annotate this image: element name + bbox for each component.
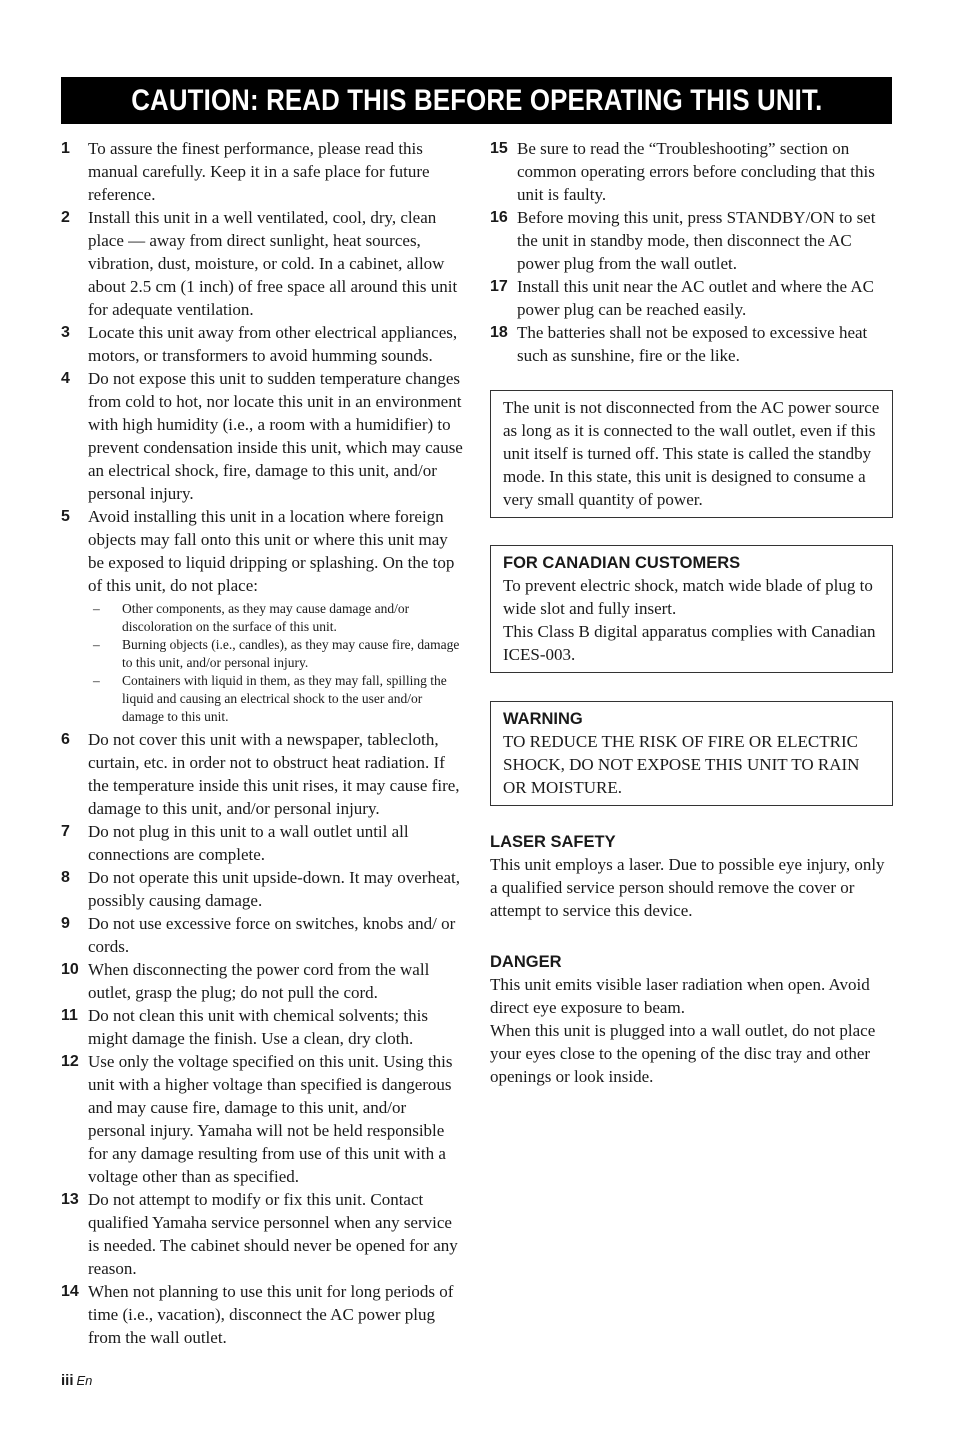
sub-item-text: Burning objects (i.e., candles), as they may cause fire, damage to this unit, and/or personal injury. <box>122 637 460 670</box>
warning-text: TO REDUCE THE RISK OF FIRE OR ELECTRIC SHOCK, DO NOT EXPOSE THIS UNIT TO RAIN OR MOISTURE. <box>503 732 860 797</box>
item-number: 1 <box>61 140 70 157</box>
danger-text-exposure: This unit emits visible laser radiation when open. Avoid direct eye exposure to beam. <box>490 975 870 1017</box>
laser-safety-heading: LASER SAFETY <box>490 833 616 851</box>
list-item <box>61 206 463 321</box>
page-title: CAUTION: READ THIS BEFORE OPERATING THIS UNIT. <box>130 83 823 117</box>
list-item <box>61 958 463 1004</box>
item-number: 2 <box>61 209 70 226</box>
canadian-customers-box <box>490 545 893 673</box>
item-number: 15 <box>490 140 508 157</box>
list-item <box>61 367 463 505</box>
list-item <box>61 866 463 912</box>
item-number: 16 <box>490 209 508 226</box>
sub-list <box>88 600 463 726</box>
language-label: En <box>76 1373 93 1388</box>
item-body <box>88 505 463 728</box>
list-item <box>61 1188 463 1280</box>
sub-item-text: Containers with liquid in them, as they may fall, spilling the liquid and causing an electrical shock to the user and/or damage to this unit. <box>122 673 447 724</box>
item-text: Avoid installing this unit in a location where foreign objects may fall onto this unit or where this unit may be exposed to liquid dripping or splashing. On the top of this unit, do not place: <box>88 507 455 595</box>
item-number: 13 <box>61 1191 79 1208</box>
item-text: Locate this unit away from other electrical appliances, motors, or transformers to avoid humming sounds. <box>88 323 458 365</box>
danger-heading: DANGER <box>490 953 562 971</box>
item-number: 4 <box>61 370 70 387</box>
list-item <box>61 912 463 958</box>
item-text: Do not plug in this unit to a wall outlet until all connections are complete. <box>88 822 409 864</box>
item-number: 12 <box>61 1053 79 1070</box>
sub-list-item <box>88 636 463 672</box>
list-item <box>490 137 894 206</box>
item-text: Be sure to read the “Troubleshooting” section on common operating errors before concluding that this unit is faulty. <box>517 139 875 204</box>
item-text: When not planning to use this unit for long periods of time (i.e., vacation), disconnect the AC power plug from the wall outlet. <box>88 1282 454 1347</box>
dash-bullet: – <box>93 673 100 688</box>
list-item <box>61 1004 463 1050</box>
caution-banner <box>61 77 892 124</box>
item-number: 6 <box>61 731 70 748</box>
item-number: 14 <box>61 1283 79 1300</box>
list-item <box>61 820 463 866</box>
item-number: 7 <box>61 823 70 840</box>
sub-list-item <box>88 600 463 636</box>
item-text: Do not operate this unit upside-down. It may overheat, possibly causing damage. <box>88 868 461 910</box>
dash-bullet: – <box>93 637 100 652</box>
item-number: 9 <box>61 915 70 932</box>
sub-item-text: Other components, as they may cause damage and/or discoloration on the surface of this unit. <box>122 601 410 634</box>
item-number: 10 <box>61 961 79 978</box>
standby-notice-box <box>490 390 893 518</box>
left-column <box>61 137 463 1349</box>
list-item <box>490 321 894 367</box>
danger-section <box>490 951 894 1088</box>
item-text: Do not attempt to modify or fix this unit. Contact qualified Yamaha service personnel when any service is needed. The cabinet should never be opened for any reason. <box>88 1190 458 1278</box>
item-text: Use only the voltage specified on this unit. Using this unit with a higher voltage than specified is dangerous and may cause fire, damage to this unit, and/or personal injury. Yamaha will not be held responsible for any damage resulting from use of this unit with a voltage other than as specified. <box>88 1052 453 1186</box>
item-text: When disconnecting the power cord from the wall outlet, grasp the plug; do not pull the cord. <box>88 960 430 1002</box>
item-number: 18 <box>490 324 508 341</box>
list-item <box>490 206 894 275</box>
laser-safety-section <box>490 831 894 922</box>
sub-list-item <box>88 672 463 726</box>
list-item <box>490 275 894 321</box>
list-item <box>61 321 463 367</box>
item-text: Do not cover this unit with a newspaper, tablecloth, curtain, etc. in order not to obstruct heat radiation. If the temperature inside this unit rises, it may cause fire, damage to this unit, and/or personal injury. <box>88 730 460 818</box>
canadian-customers-heading: FOR CANADIAN CUSTOMERS <box>503 554 741 572</box>
danger-text-plugged: When this unit is plugged into a wall outlet, do not place your eyes close to the opening of the disc tray and other openings or look inside. <box>490 1021 876 1086</box>
item-number: 17 <box>490 278 508 295</box>
item-number: 11 <box>61 1007 78 1024</box>
dash-bullet: – <box>93 601 100 616</box>
item-number: 5 <box>61 508 70 525</box>
item-text: Do not clean this unit with chemical solvents; this might damage the finish. Use a clean, dry cloth. <box>88 1006 428 1048</box>
canadian-ices-notice: This Class B digital apparatus complies with Canadian ICES-003. <box>503 622 876 664</box>
item-text: Do not use excessive force on switches, knobs and/ or cords. <box>88 914 456 956</box>
item-number: 3 <box>61 324 70 341</box>
item-text: Before moving this unit, press STANDBY/ON to set the unit in standby mode, then disconnect the AC power plug from the wall outlet. <box>517 208 876 273</box>
item-number: 8 <box>61 869 70 886</box>
canadian-plug-notice: To prevent electric shock, match wide blade of plug to wide slot and fully insert. <box>503 576 873 618</box>
right-column <box>490 137 894 367</box>
page-number: iii <box>61 1372 74 1389</box>
warning-box <box>490 701 893 806</box>
page-footer <box>61 1372 92 1390</box>
item-text: Install this unit near the AC outlet and where the AC power plug can be reached easily. <box>517 277 874 319</box>
list-item <box>61 137 463 206</box>
list-item <box>61 1050 463 1188</box>
warning-heading: WARNING <box>503 710 583 728</box>
list-item <box>61 728 463 820</box>
item-text: The batteries shall not be exposed to excessive heat such as sunshine, fire or the like. <box>517 323 868 365</box>
item-text: Install this unit in a well ventilated, cool, dry, clean place — away from direct sunlight, heat sources, vibration, dust, moisture, or cold. In a cabinet, allow about 2.5 cm (1 inch) of free space all around this unit for adequate ventilation. <box>88 208 458 319</box>
standby-notice-text: The unit is not disconnected from the AC power source as long as it is connected to the wall outlet, even if this unit itself is turned off. This state is called the standby mode. In this state, this unit is designed to consume a very small quantity of power. <box>503 398 880 509</box>
item-text: To assure the finest performance, please read this manual carefully. Keep it in a safe place for future reference. <box>88 139 430 204</box>
item-text: Do not expose this unit to sudden temperature changes from cold to hot, nor locate this unit in an environment with high humidity (i.e., a room with a humidifier) to prevent condensation inside this unit, which may cause an electrical shock, fire, damage to this unit, and/or personal injury. <box>88 369 463 503</box>
laser-safety-text: This unit employs a laser. Due to possible eye injury, only a qualified service person should remove the cover or attempt to service this device. <box>490 855 885 920</box>
list-item <box>61 1280 463 1349</box>
list-item <box>61 505 463 728</box>
